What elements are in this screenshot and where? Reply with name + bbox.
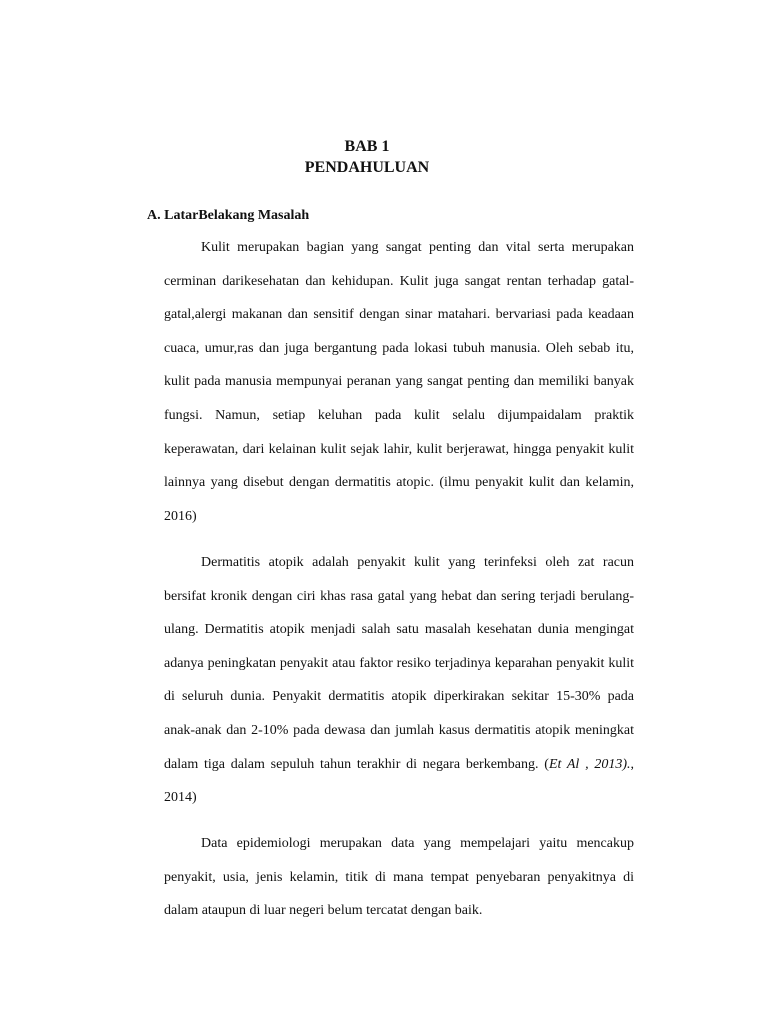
section-heading: A. LatarBelakang Masalah — [147, 208, 310, 223]
paragraph-3: Data epidemiologi merupakan data yang mempelajari yaitu mencakup penyakit, usia, jenis kelamin, titik di mana tempat penyebaran penyakitnya di dalam ataupun di luar negeri belum tercatat dengan baik. — [164, 836, 634, 919]
chapter-number: BAB 1 — [344, 138, 390, 155]
paragraph-2-text: Dermatitis atopik adalah penyakit kulit yang terinfeksi oleh zat racun bersifat kronik dengan ciri khas rasa gatal yang hebat dan sering terjadi berulang-ulang. Dermatitis atopik menjadi salah satu masalah kesehatan dunia mengingat adanya peningkatan penyakit atau faktor resiko terjadinya keparahan penyakit kulit di seluruh dunia. Penyakit dermatitis atopik diperkirakan sekitar 15-30% pada anak-anak dan 2-10% pada dewasa dan jumlah kasus dermatitis atopik meningkat dalam tiga dalam sepuluh tahun terakhir di negara berkembang. ( — [164, 555, 634, 772]
paragraph-1: Kulit merupakan bagian yang sangat penting dan vital serta merupakan cerminan darikesehatan dan kehidupan. Kulit juga sangat rentan terhadap gatal-gatal,alergi makanan dan sensitif dengan sinar matahari. bervariasi pada keadaan cuaca, umur,ras dan juga bergantung pada lokasi tubuh manusia. Oleh sebab itu, kulit pada manusia mempunyai peranan yang sangat penting dan memiliki banyak fungsi. Namun, setiap keluhan pada kulit selalu dijumpaidalam praktik keperawatan, dari kelainan kulit sejak lahir, kulit berjerawat, hingga penyakit kulit lainnya yang disebut dengan dermatitis atopic. (ilmu penyakit kulit dan kelamin, 2016) — [164, 240, 634, 524]
paragraph-2 — [164, 546, 634, 815]
paragraph-2-text-end: , 2014) — [164, 756, 634, 806]
paragraph-2-citation: Et Al , 2013). — [548, 756, 631, 772]
chapter-title: PENDAHULUAN — [304, 159, 430, 176]
